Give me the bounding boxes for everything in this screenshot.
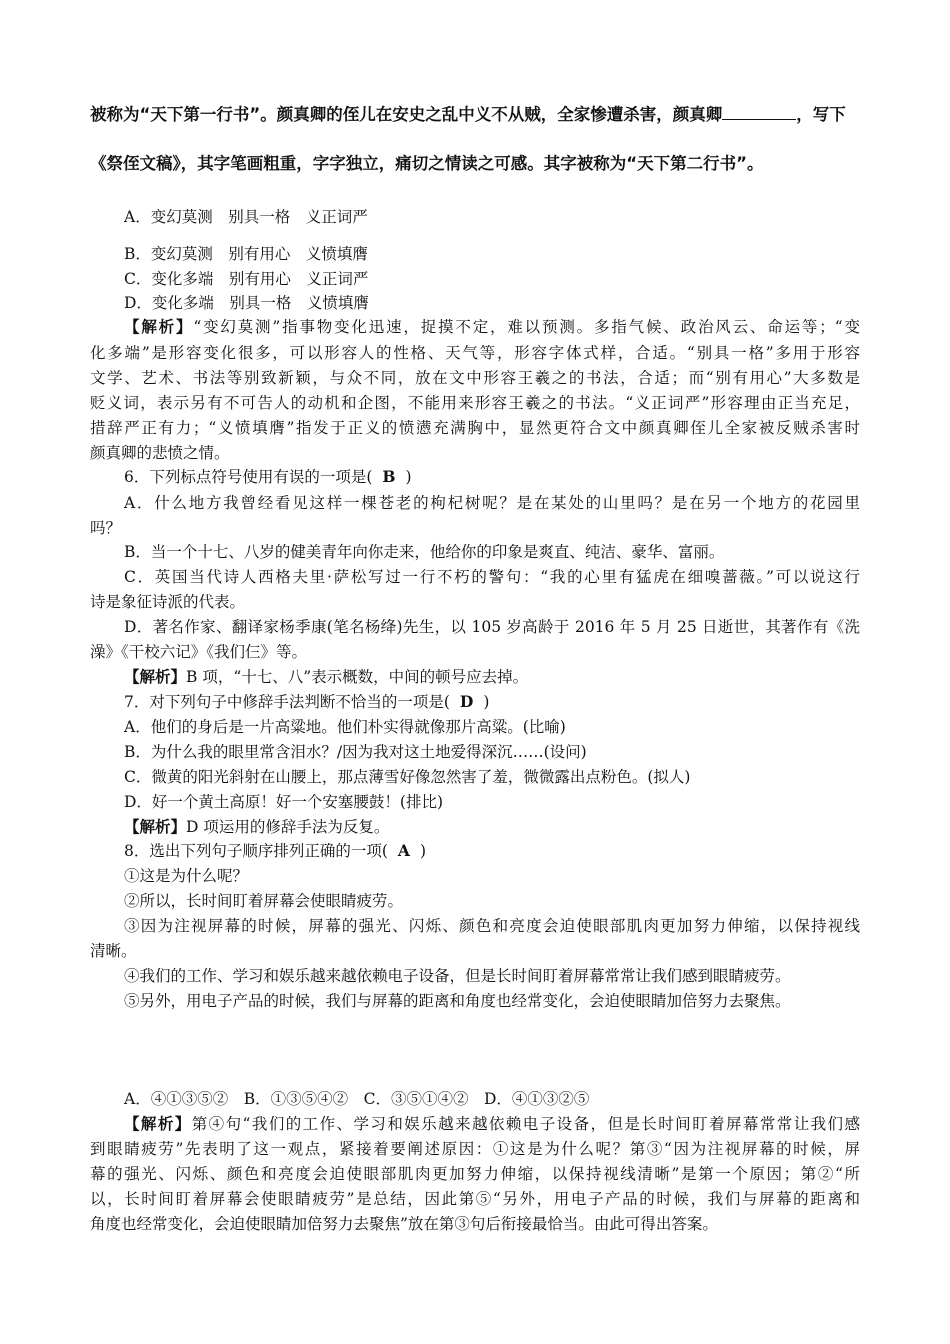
q5-analysis-line-2: 化多端”是形容变化很多，可以形容人的性格、天气等，形容字体式样，合适。“别具一格”多用于形容 (90, 344, 860, 362)
q5-analysis-line-4: 贬义词，表示另有不可告人的动机和企图，不能用来形容王羲之的书法。“义正词严”形容理由正当充足， (90, 394, 860, 412)
q5-analysis-line-3: 文学、艺术、书法等别致新颖，与众不同，放在文中形容王羲之的书法，合适；而“别有用心”大多数是 (90, 369, 860, 387)
intro-line-1: 被称为“天下第一行书”。颜真卿的侄儿在安史之乱中义不从贼，全家惨遭杀害，颜真卿 ，写下 (90, 105, 846, 124)
q5-option-d: D．变化多端 别具一格 义愤填膺 (124, 294, 369, 312)
q8-sentence-3-line-1: ③因为注视屏幕的时候，屏幕的强光、闪烁、颜色和亮度会迫使眼部肌肉更加努力伸缩，以保持视线 (124, 917, 860, 935)
q8-sentence-3-line-2: 清晰。 (90, 942, 137, 960)
q8-analysis-line-2: 到眼睛疲劳”先表明了这一观点，紧接着要阐述原因：①这是为什么呢？第③“因为注视屏幕的时候，屏 (90, 1140, 860, 1158)
q7-option-a: A．他们的身后是一片高粱地。他们朴实得就像那片高粱。(比喻) (124, 718, 566, 736)
q8-analysis-line-5: 角度也经常变化，会迫使眼睛加倍努力去聚焦”放在第③句后衔接最恰当。由此可得出答案。 (90, 1215, 718, 1233)
q8-answer: A (397, 841, 410, 860)
q5-analysis-line-6: 颜真卿的悲愤之情。 (90, 444, 230, 462)
q7-answer: D (459, 692, 474, 711)
q7-option-c: C．微黄的阳光斜射在山腰上，那点薄雪好像忽然害了羞，微微露出点粉色。(拟人) (124, 768, 691, 786)
q7-analysis: 【解析】D 项运用的修辞手法为反复。 (124, 817, 390, 836)
q6-option-c-line-1: C．英国当代诗人西格夫里·萨松写过一行不朽的警句：“我的心里有猛虎在细嗅蔷薇。”可以说这行 (124, 568, 860, 586)
q6-analysis: 【解析】B 项，“十七、八”表示概数，中间的顿号应去掉。 (124, 667, 529, 686)
q8-analysis-line-1: 【解析】第④句“我们的工作、学习和娱乐越来越依赖电子设备，但是长时间盯着屏幕常常让我们感 (124, 1114, 860, 1133)
q6-option-d-line-1: D．著名作家、翻译家杨季康(笔名杨绛)先生，以 105 岁高龄于 2016 年 5 月 25 日逝世，其著作有《洗 (124, 618, 860, 636)
q5-analysis-line-1: 【解析】“变幻莫测”指事物变化迅速，捉摸不定，难以预测。多指气候、政治风云、命运等；“变 (124, 317, 860, 336)
q6-answer: B (382, 467, 396, 486)
q6-stem: 6．下列标点符号使用有误的一项是( B ) (124, 467, 412, 486)
intro-line-2: 《祭侄文稿》，其字笔画粗重，字字独立，痛切之情读之可感。其字被称为“天下第二行书”。 (90, 154, 764, 173)
q6-option-c-line-2: 诗是象征诗派的代表。 (90, 593, 246, 611)
q6-option-d-line-2: 澡》《干校六记》《我们仨》等。 (90, 643, 308, 661)
q8-sentence-4: ④我们的工作、学习和娱乐越来越依赖电子设备，但是长时间盯着屏幕常常让我们感到眼睛疲劳。 (124, 967, 791, 985)
q8-stem: 8．选出下列句子顺序排列正确的一项( A ) (124, 841, 427, 860)
q7-option-b: B．为什么我的眼里常含泪水？/因为我对这土地爱得深沉……(设问) (124, 743, 587, 761)
q7-option-d: D．好一个黄土高原！好一个安塞腰鼓！(排比) (124, 793, 444, 811)
q6-option-a-line-1: A．什么地方我曾经看见这样一棵苍老的枸杞树呢？是在某处的山里吗？是在另一个地方的花园里 (124, 494, 860, 512)
q5-option-b: B．变幻莫测 别有用心 义愤填膺 (124, 245, 368, 263)
q6-option-a-line-2: 吗？ (90, 519, 122, 537)
q8-sentence-5: ⑤另外，用电子产品的时候，我们与屏幕的距离和角度也经常变化，会迫使眼睛加倍努力去聚焦。 (124, 992, 791, 1010)
q7-stem: 7．对下列句子中修辞手法判断不恰当的一项是( D ) (124, 692, 490, 711)
q8-analysis-line-4: 以，长时间盯着屏幕会使眼睛疲劳”是总结，因此第⑤“另外，用电子产品的时候，我们与屏幕的距离和 (90, 1190, 860, 1208)
q8-options: A．④①③⑤② B．①③⑤④② C．③⑤①④② D．④①③②⑤ (124, 1090, 590, 1108)
q5-option-c: C．变化多端 别有用心 义正词严 (124, 270, 369, 288)
q8-sentence-1: ①这是为什么呢？ (124, 867, 249, 885)
q5-analysis-line-5: 措辞严正有力；“义愤填膺”指发于正义的愤懑充满胸中，显然更符合文中颜真卿侄儿全家被反贼杀害时 (90, 419, 860, 437)
q6-option-b: B．当一个十七、八岁的健美青年向你走来，他给你的印象是爽直、纯洁、豪华、富丽。 (124, 543, 725, 561)
fill-blank (722, 105, 796, 120)
q5-option-a: A．变幻莫测 别具一格 义正词严 (124, 208, 368, 226)
q8-analysis-line-3: 幕的强光、闪烁、颜色和亮度会迫使眼部肌肉更加努力伸缩，以保持视线清晰”是第一个原因；第②“所 (90, 1165, 860, 1183)
q8-sentence-2: ②所以，长时间盯着屏幕会使眼睛疲劳。 (124, 892, 404, 910)
